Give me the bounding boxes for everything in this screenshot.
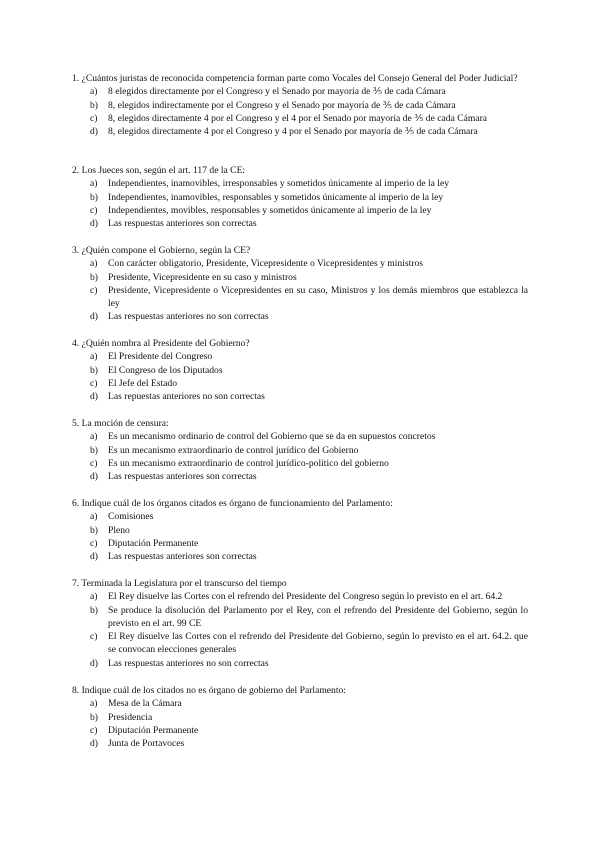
answer-option (72, 630, 528, 657)
option-text: Es un mecanismo extraordinario de control jurídico-político del gobierno (108, 457, 389, 469)
option-letter: a) (90, 258, 98, 270)
option-letter: d) (90, 391, 98, 403)
answer-option (72, 257, 528, 270)
answer-option (72, 550, 528, 563)
option-letter: a) (90, 431, 98, 443)
question-block (72, 497, 528, 563)
option-text: Pleno (108, 524, 130, 536)
option-text: El Rey disuelve las Cortes con el refrendo del Presidente del Congreso según lo previsto en el art. 64.2 (108, 591, 503, 603)
option-text: 8, elegidos directamente 4 por el Congreso y 4 por el Senado por mayoría de ⅗ de cada Cámara (108, 126, 478, 138)
answer-option (72, 177, 528, 190)
answer-option (72, 657, 528, 670)
option-letter: c) (90, 457, 98, 469)
answer-options (72, 85, 528, 138)
answer-option (72, 444, 528, 457)
answer-option (72, 310, 528, 323)
answer-option (72, 284, 528, 311)
option-letter: d) (90, 738, 98, 750)
answer-option (72, 99, 528, 112)
answer-option (72, 724, 528, 737)
option-letter: d) (90, 218, 98, 230)
option-letter: d) (90, 657, 98, 669)
option-letter: a) (90, 178, 98, 190)
option-text: Independientes, inamovibles, irresponsables y sometidos únicamente al imperio de la ley (108, 178, 450, 190)
question-block (72, 72, 528, 138)
question-title: 8. Indique cuál de los citados no es órgano de gobierno del Parlamento: (72, 685, 346, 696)
option-text: Diputación Permanente (108, 537, 199, 549)
option-letter: a) (90, 511, 98, 523)
question-title: 1. ¿Cuántos juristas de reconocida competencia forman parte como Vocales del Consejo General del Poder Judicial? (72, 73, 518, 84)
option-letter: c) (90, 284, 98, 296)
answer-options (72, 697, 528, 750)
answer-options (72, 350, 528, 403)
option-text: Mesa de la Cámara (108, 698, 182, 710)
option-letter: a) (90, 591, 98, 603)
option-text: 8, elegidos directamente 4 por el Congreso y el 4 por el Senado por mayoría de ⅗ de cada Cámara (108, 112, 488, 124)
answer-option (72, 125, 528, 138)
option-letter: b) (90, 711, 98, 723)
option-letter: b) (90, 444, 98, 456)
answer-option (72, 85, 528, 98)
option-text: Se produce la disolución del Parlamento por el Rey, con el refrendo del Presidente del Gobierno, según lo previsto en el art. 99 CE (108, 604, 528, 629)
answer-option (72, 430, 528, 443)
option-text: 8, elegidos indirectamente por el Congreso y el Senado por mayoría de ⅗ de cada Cámara (108, 99, 456, 111)
option-text: Comisiones (108, 511, 154, 523)
option-text: Las respuestas anteriores no son correctas (108, 657, 269, 669)
option-letter: a) (90, 698, 98, 710)
option-letter: b) (90, 364, 98, 376)
option-text: El Congreso de los Diputados (108, 364, 223, 376)
option-letter: d) (90, 126, 98, 138)
option-text: El Presidente del Congreso (108, 351, 213, 363)
option-letter: b) (90, 99, 98, 111)
option-text: Es un mecanismo ordinario de control del Gobierno que se da en supuestos concretos (108, 431, 436, 443)
question-title: 4. ¿Quién nombra al Presidente del Gobierno? (72, 338, 250, 349)
option-letter: c) (90, 631, 98, 643)
answer-option (72, 590, 528, 603)
option-letter: a) (90, 351, 98, 363)
option-text: Es un mecanismo extraordinario de control jurídico del Gobierno (108, 444, 359, 456)
option-text: Las respuestas anteriores son correctas (108, 218, 257, 230)
answer-option (72, 537, 528, 550)
answer-option (72, 204, 528, 217)
option-text: Diputación Permanente (108, 724, 199, 736)
question-block (72, 417, 528, 483)
option-letter: c) (90, 377, 98, 389)
option-letter: c) (90, 724, 98, 736)
option-text: Presidente, Vicepresidente o Vicepresidentes en su caso, Ministros y los demás miembros que establezca la ley (108, 284, 528, 310)
answer-option (72, 390, 528, 403)
answer-option (72, 604, 528, 631)
answer-option (72, 697, 528, 710)
answer-option (72, 711, 528, 724)
option-text: Junta de Portavoces (108, 738, 185, 750)
option-letter: d) (90, 311, 98, 323)
option-text: Presidencia (108, 711, 153, 723)
answer-option (72, 364, 528, 377)
answer-options (72, 257, 528, 323)
question-block (72, 684, 528, 750)
answer-options (72, 510, 528, 563)
question-title: 7. Terminada la Legislatura por el transcurso del tiempo (72, 578, 287, 589)
answer-option (72, 377, 528, 390)
question-title: 6. Indique cuál de los órganos citados es órgano de funcionamiento del Parlamento: (72, 498, 393, 509)
option-letter: c) (90, 112, 98, 124)
answer-option (72, 350, 528, 363)
question-title: 5. La moción de censura: (72, 418, 169, 429)
option-letter: b) (90, 191, 98, 203)
option-letter: b) (90, 271, 98, 283)
option-letter: a) (90, 86, 98, 98)
answer-options (72, 177, 528, 230)
answer-option (72, 457, 528, 470)
option-text: 8 elegidos directamente por el Congreso y el Senado por mayoría de ⅗ de cada Cámara (108, 86, 446, 98)
option-text: Independientes, movibles, responsables y sometidos únicamente al imperio de la ley (108, 204, 432, 216)
answer-options (72, 590, 528, 670)
answer-option (72, 737, 528, 750)
answer-option (72, 470, 528, 483)
answer-option (72, 112, 528, 125)
answer-option (72, 191, 528, 204)
option-letter: c) (90, 204, 98, 216)
option-text: Las respuestas anteriores son correctas (108, 551, 257, 563)
option-letter: d) (90, 471, 98, 483)
option-text: El Jefe del Estado (108, 377, 177, 389)
option-text: Independientes, inamovibles, responsables y sometidos únicamente al imperio de la ley (108, 191, 444, 203)
question-title: 2. Los Jueces son, según el art. 117 de la CE: (72, 165, 246, 176)
option-letter: b) (90, 604, 98, 616)
answer-option (72, 510, 528, 523)
answer-option (72, 217, 528, 230)
question-title: 3. ¿Quién compone el Gobierno, según la CE? (72, 245, 251, 256)
answer-option (72, 524, 528, 537)
option-letter: d) (90, 551, 98, 563)
question-block (72, 244, 528, 324)
option-text: Las respuestas anteriores son correctas (108, 471, 257, 483)
option-text: Las repuestas anteriores no son correctas (108, 391, 265, 403)
answer-option (72, 271, 528, 284)
option-text: El Rey disuelve las Cortes con el refrendo del Presidente del Gobierno, según lo previsto en el art. 64.2. que se convocan elecciones generales (108, 631, 528, 656)
option-text: Presidente, Vicepresidente en su caso y ministros (108, 271, 297, 283)
option-text: Las respuestas anteriores no son correctas (108, 311, 269, 323)
answer-options (72, 430, 528, 483)
option-letter: c) (90, 537, 98, 549)
question-block (72, 337, 528, 403)
option-text: Con carácter obligatorio, Presidente, Vicepresidente o Vicepresidentes y ministros (108, 258, 423, 270)
option-letter: b) (90, 524, 98, 536)
question-block (72, 164, 528, 230)
question-block (72, 577, 528, 670)
